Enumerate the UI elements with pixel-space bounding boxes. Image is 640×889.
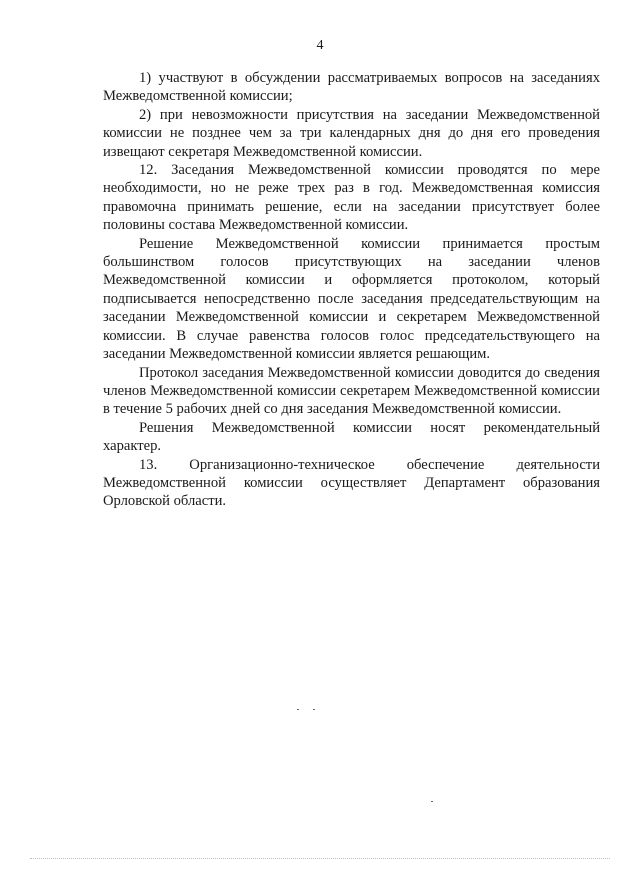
document-body	[103, 69, 600, 511]
scan-speck	[297, 709, 299, 710]
paragraph-decisions-advisory: Решения Межведомственной комиссии носят рекомендательный характер.	[103, 419, 600, 455]
page-number: 4	[316, 38, 324, 53]
scan-speck	[313, 709, 315, 710]
scan-edge-line	[30, 858, 610, 859]
paragraph-decision-protocol: Решение Межведомственной комиссии принимается простым большинством голосов присутствующих на заседании членов Межведомственной комиссии и оформляется протоколом, который подписывается непосредственно после заседания председательствующим на заседании Межведомственной комиссии и секретарем Межведомственной комиссии. В случае равенства голосов голос председательствующего на заседании Межведомственной комиссии является решающим.	[103, 235, 600, 363]
paragraph-12-meetings: 12. Заседания Межведомственной комиссии проводятся по мере необходимости, но не реже трех раз в год. Межведомственная комиссия правомочна принимать решение, если на заседании присутствует более половины состава Межведомственной комиссии.	[103, 162, 600, 234]
paragraph-duty-participate: 1) участвуют в обсуждении рассматриваемых вопросов на заседаниях Межведомственной комиссии;	[103, 70, 600, 105]
scan-speck	[431, 801, 433, 802]
paragraph-13-support: 13. Организационно-техническое обеспечение деятельности Межведомственной комиссии осуществляет Департамент образования Орловской области.	[103, 456, 600, 510]
paragraph-duty-notify-absence: 2) при невозможности присутствия на заседании Межведомственной комиссии не позднее чем за три календарных дня до дня его проведения извещают секретаря Межведомственной комиссии.	[103, 106, 600, 160]
paragraph-protocol-distribution: Протокол заседания Межведомственной комиссии доводится до сведения членов Межведомственной комиссии секретарем Межведомственной комиссии в течение 5 рабочих дней со дня заседания Межведомственной комиссии.	[103, 364, 600, 418]
